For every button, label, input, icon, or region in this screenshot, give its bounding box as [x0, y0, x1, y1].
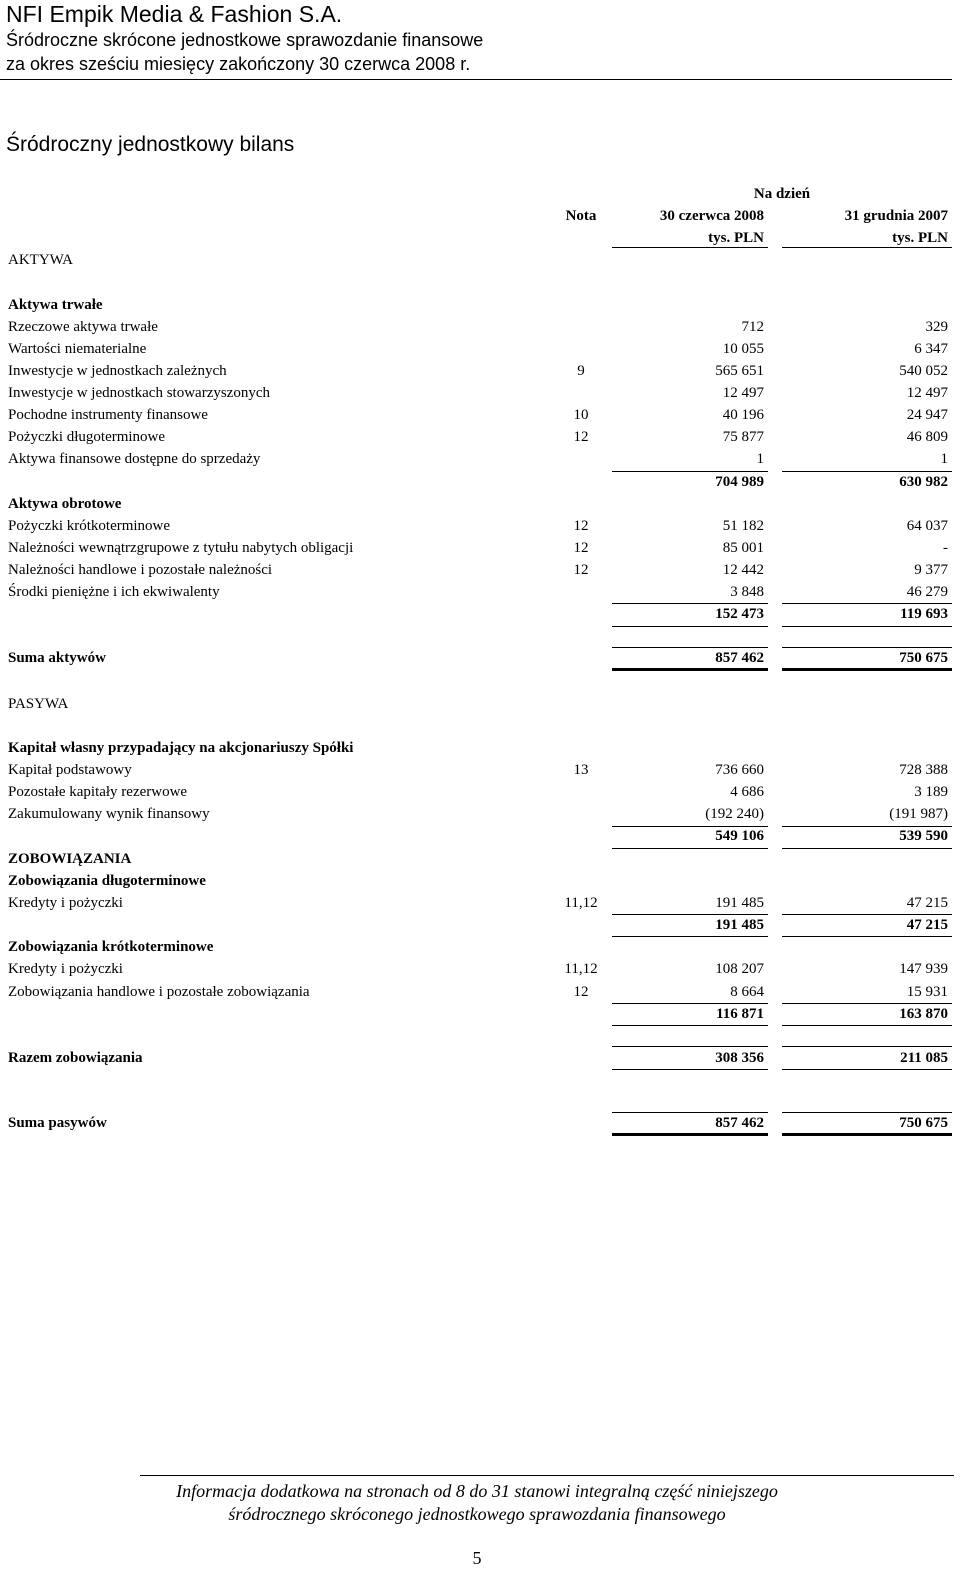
- row-label: Pożyczki długoterminowe: [8, 429, 166, 445]
- footer-note-line-1: Informacja dodatkowa na stronach od 8 do 31 stanowi integralną część niniejszego: [176, 1481, 778, 1501]
- subtotal-rule-2007: [782, 936, 952, 937]
- row-value-2008: 565 651: [715, 363, 764, 379]
- row-value-2007: 728 388: [899, 762, 948, 778]
- row-label: Pochodne instrumenty finansowe: [8, 407, 208, 423]
- row-label: Zakumulowany wynik finansowy: [8, 806, 210, 822]
- subtotal-rule-2007: [782, 626, 952, 627]
- row-value-2007: 630 982: [899, 474, 948, 490]
- row-value-2008: 152 473: [715, 606, 764, 622]
- row-value-2008: 736 660: [715, 762, 764, 778]
- report-period: za okres sześciu miesięcy zakończony 30 czerwca 2008 r.: [6, 54, 471, 74]
- subtotal-rule-2008: [612, 914, 768, 915]
- row-label: Należności handlowe i pozostałe należności: [8, 562, 273, 578]
- row-value-2007: 119 693: [900, 606, 948, 622]
- row-value-2008: 108 207: [715, 961, 764, 977]
- row-value-2008: 8 664: [730, 984, 764, 1000]
- row-value-2008: 308 356: [715, 1050, 764, 1066]
- row-value-2007: 6 347: [914, 341, 948, 357]
- row-value-2007: 46 809: [906, 429, 948, 445]
- subtotal-rule-2008: [612, 1025, 768, 1026]
- header-divider: [0, 79, 952, 80]
- row-label: Zobowiązania handlowe i pozostałe zobowiązania: [8, 984, 310, 1000]
- row-nota: 12: [573, 429, 589, 445]
- total-double-rule-2007: [782, 1133, 952, 1136]
- row-value-2008: 712: [741, 319, 764, 335]
- assets-section-heading: AKTYWA: [8, 252, 73, 268]
- footer-note-line-2: śródrocznego skróconego jednostkowego sprawozdania finansowego: [228, 1504, 726, 1524]
- row-value-2008: 75 877: [722, 429, 764, 445]
- total-rule-2008: [612, 1046, 768, 1047]
- row-label: Środki pieniężne i ich ekwiwalenty: [8, 584, 220, 600]
- row-value-2008: (192 240): [705, 806, 764, 822]
- header-rule-2007: [782, 247, 952, 248]
- row-label: Zobowiązania krótkoterminowe: [8, 939, 214, 955]
- row-value-2008: 10 055: [722, 341, 764, 357]
- row-label: Kredyty i pożyczki: [8, 961, 123, 977]
- subtotal-rule-2008: [612, 848, 768, 849]
- row-value-2007: 47 215: [906, 917, 948, 933]
- row-nota: 13: [573, 762, 589, 778]
- row-value-2007: 64 037: [906, 518, 948, 534]
- row-nota: 10: [573, 407, 589, 423]
- total-rule-2007: [782, 647, 952, 648]
- total-rule-2008: [612, 1112, 768, 1113]
- row-label: Pozostałe kapitały rezerwowe: [8, 784, 188, 800]
- row-value-2007: (191 987): [889, 806, 948, 822]
- row-value-2008: 116 871: [716, 1006, 764, 1022]
- column-header-2008: 30 czerwca 2008: [659, 208, 764, 224]
- row-value-2007: 211 085: [900, 1050, 948, 1066]
- row-label: Kredyty i pożyczki: [8, 895, 123, 911]
- row-label: Aktywa trwałe: [8, 297, 103, 313]
- subtotal-rule-2008: [612, 471, 768, 472]
- row-value-2007: 15 931: [906, 984, 948, 1000]
- row-nota: 9: [577, 363, 585, 379]
- subtotal-rule-2008: [612, 626, 768, 627]
- header-rule-2008: [612, 247, 768, 248]
- row-value-2007: 24 947: [906, 407, 948, 423]
- row-nota: 12: [573, 518, 589, 534]
- row-label: ZOBOWIĄZANIA: [8, 851, 132, 867]
- page-title: Śródroczny jednostkowy bilans: [6, 133, 295, 156]
- row-nota: 12: [573, 540, 589, 556]
- row-value-2007: 329: [925, 319, 948, 335]
- row-value-2007: 9 377: [914, 562, 948, 578]
- row-label: Aktywa finansowe dostępne do sprzedaży: [8, 451, 261, 467]
- subtotal-rule-2007: [782, 848, 952, 849]
- subtotal-rule-2007: [782, 471, 952, 472]
- row-label: Aktywa obrotowe: [8, 496, 122, 512]
- row-value-2007: 12 497: [906, 385, 948, 401]
- row-value-2007: -: [943, 540, 948, 556]
- total-rule-2007: [782, 1112, 952, 1113]
- column-group-header: Na dzień: [753, 186, 811, 202]
- row-label: Kapitał własny przypadający na akcjonariuszy Spółki: [8, 740, 354, 756]
- row-value-2007: 750 675: [899, 1115, 948, 1131]
- row-value-2008: 1: [756, 451, 764, 467]
- row-value-2007: 1: [940, 451, 948, 467]
- page-number: 5: [472, 1548, 482, 1568]
- footer-divider: [140, 1475, 954, 1476]
- column-header-2007: 31 grudnia 2007: [844, 208, 948, 224]
- subtotal-rule-2007: [782, 603, 952, 604]
- row-value-2008: 51 182: [722, 518, 764, 534]
- unit-label-2007: tys. PLN: [892, 230, 948, 246]
- row-label: Kapitał podstawowy: [8, 762, 132, 778]
- row-label: PASYWA: [8, 696, 69, 712]
- row-value-2007: 540 052: [899, 363, 948, 379]
- row-nota: 12: [573, 984, 589, 1000]
- total-rule-2007: [782, 1069, 952, 1070]
- row-value-2007: 539 590: [899, 828, 948, 844]
- company-name: NFI Empik Media & Fashion S.A.: [6, 1, 343, 27]
- total-rule-2008: [612, 1069, 768, 1070]
- nota-header: Nota: [565, 208, 597, 224]
- row-label: Należności wewnątrzgrupowe z tytułu nabytych obligacji: [8, 540, 354, 556]
- row-value-2008: 549 106: [715, 828, 764, 844]
- total-double-rule-2008: [612, 1133, 768, 1136]
- row-label: Inwestycje w jednostkach stowarzyszonych: [8, 385, 271, 401]
- row-value-2008: 85 001: [722, 540, 764, 556]
- total-rule-2007: [782, 1046, 952, 1047]
- subtotal-rule-2008: [612, 936, 768, 937]
- row-label: Razem zobowiązania: [8, 1050, 143, 1066]
- row-label: Wartości niematerialne: [8, 341, 147, 357]
- row-label: Zobowiązania długoterminowe: [8, 873, 206, 889]
- subtotal-rule-2007: [782, 914, 952, 915]
- row-nota: 11,12: [564, 895, 598, 911]
- row-value-2008: 191 485: [715, 917, 764, 933]
- row-nota: 12: [573, 562, 589, 578]
- subtotal-rule-2007: [782, 1025, 952, 1026]
- row-value-2007: 46 279: [906, 584, 948, 600]
- row-value-2007: 3 189: [914, 784, 948, 800]
- row-label: Suma aktywów: [8, 650, 106, 666]
- total-rule-2008: [612, 647, 768, 648]
- row-value-2007: 750 675: [899, 650, 948, 666]
- row-value-2007: 47 215: [906, 895, 948, 911]
- row-value-2008: 12 442: [722, 562, 764, 578]
- row-value-2007: 163 870: [899, 1006, 948, 1022]
- row-value-2008: 4 686: [730, 784, 764, 800]
- total-double-rule-2008: [612, 668, 768, 671]
- row-label: Pożyczki krótkoterminowe: [8, 518, 171, 534]
- row-value-2008: 3 848: [730, 584, 764, 600]
- report-subtitle: Śródroczne skrócone jednostkowe sprawozdanie finansowe: [6, 30, 484, 50]
- row-value-2008: 857 462: [715, 1115, 764, 1131]
- row-label: Inwestycje w jednostkach zależnych: [8, 363, 227, 379]
- row-value-2008: 704 989: [715, 474, 764, 490]
- row-value-2007: 147 939: [899, 961, 948, 977]
- row-nota: 11,12: [564, 961, 598, 977]
- row-value-2008: 40 196: [722, 407, 764, 423]
- subtotal-rule-2008: [612, 1003, 768, 1004]
- row-label: Suma pasywów: [8, 1115, 107, 1131]
- subtotal-rule-2008: [612, 603, 768, 604]
- unit-label-2008: tys. PLN: [708, 230, 764, 246]
- row-label: Rzeczowe aktywa trwałe: [8, 319, 158, 335]
- row-value-2008: 857 462: [715, 650, 764, 666]
- row-value-2008: 191 485: [715, 895, 764, 911]
- total-double-rule-2007: [782, 668, 952, 671]
- row-value-2008: 12 497: [722, 385, 764, 401]
- subtotal-rule-2007: [782, 1003, 952, 1004]
